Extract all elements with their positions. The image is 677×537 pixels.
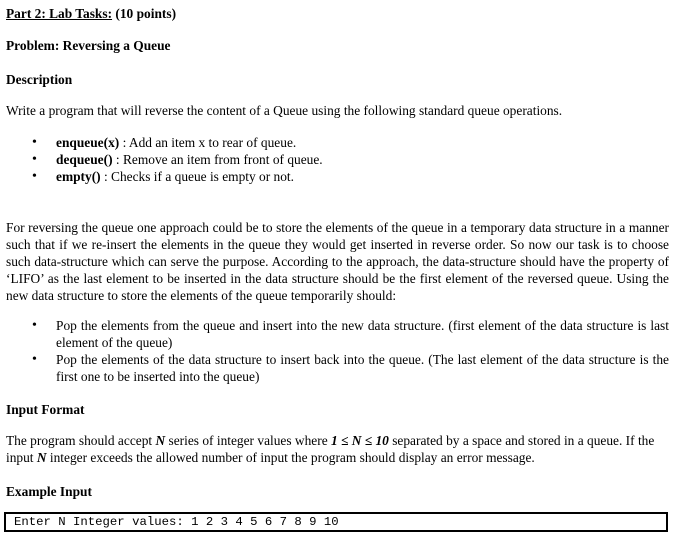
- part-header: [6, 5, 669, 22]
- operations-list: [6, 134, 669, 185]
- example-input-box: [4, 512, 668, 532]
- list-item: • Pop the elements of the data structure to insert back into the queue. (The last element of the data structure is the first one to be inserted into the queue): [6, 351, 669, 385]
- list-item: • empty() : Checks if a queue is empty or not.: [6, 168, 669, 185]
- list-item: • enqueue(x) : Add an item x to rear of queue.: [6, 134, 669, 151]
- part-label: Part 2: Lab Tasks:: [6, 6, 113, 21]
- points-label: (10 points): [112, 6, 177, 21]
- steps-list: [6, 317, 669, 385]
- approach-paragraph: For reversing the queue one approach could be to store the elements of the queue in a temporary data structure in a manner such that if we re-insert the elements in the queue they would get inserted in reverse order. So now our task is to choose such data-structure which can serve the purpose. According to the approach, the data-structure should have the property of ‘LIFO’ as the last element to be inserted in the data structure should be the first element of the reversed queue. Using the new data structure to store the elements of the queue temporarily should:: [6, 220, 669, 303]
- list-item: • dequeue() : Remove an item from front of queue.: [6, 151, 669, 168]
- description-heading: Description: [6, 72, 73, 87]
- example-input-text: Enter N Integer values: 1 2 3 4 5 6 7 8 9 10: [14, 515, 339, 529]
- input-format-text: The program should accept N series of integer values where 1 ≤ N ≤ 10 separated by a space and stored in a queue. If the input N integer exceeds the allowed number of input the program should display an error message.: [6, 433, 655, 465]
- example-heading: Example Input: [6, 484, 92, 499]
- input-format-heading: Input Format: [6, 402, 85, 417]
- problem-title: Problem: Reversing a Queue: [6, 38, 171, 53]
- list-item: • Pop the elements from the queue and insert into the new data structure. (first element of the data structure is last element of the queue): [6, 317, 669, 351]
- description-intro: Write a program that will reverse the content of a Queue using the following standard queue operations.: [6, 103, 563, 118]
